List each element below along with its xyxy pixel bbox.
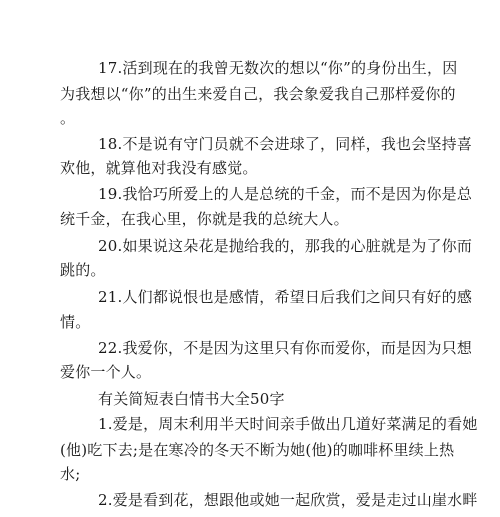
paragraph-22-line-1: 22.我爱你，不是因为这里只有你而爱你，而是因为只想 — [98, 339, 473, 357]
paragraph-21-line-2: 情。 — [60, 313, 91, 331]
paragraph-18-line-1: 18.不是说有守门员就不会进球了，同样，我也会坚持喜 — [98, 135, 473, 153]
paragraph-17-line-3: 。 — [60, 109, 76, 127]
paragraph-22-line-2: 爱你一个人。 — [60, 363, 152, 381]
section-heading: 有关简短表白情书大全50字 — [98, 390, 285, 408]
paragraph-18-line-2: 欢他，就算他对我没有感觉。 — [60, 159, 258, 177]
paragraph-21-line-1: 21.人们都说恨也是感情，希望日后我们之间只有好的感 — [98, 288, 473, 306]
paragraph-1-line-1: 1.爱是，周末利用半天时间亲手做出几道好菜满足的看她 — [98, 415, 478, 433]
paragraph-19-line-1: 19.我恰巧所爱上的人是总统的千金，而不是因为你是总 — [98, 185, 473, 203]
paragraph-1-line-3: 水; — [60, 465, 81, 483]
paragraph-20-line-1: 20.如果说这朵花是抛给我的，那我的心脏就是为了你而 — [98, 237, 473, 255]
paragraph-17-line-1: 17.活到现在的我曾无数次的想以“你”的身份出生，因 — [98, 59, 458, 77]
paragraph-2-line-1: 2.爱是看到花，想跟他或她一起欣赏，爱是走过山崖水畔 — [98, 491, 478, 509]
paragraph-20-line-2: 跳的。 — [60, 261, 106, 279]
paragraph-17-line-2: 为我想以“你”的出生来爱自己，我会象爱我自己那样爱你的 — [60, 85, 456, 103]
paragraph-1-line-2: (他)吃下去;是在寒冷的冬天不断为她(他)的咖啡杯里续上热 — [60, 441, 455, 459]
paragraph-19-line-2: 统千金，在我心里，你就是我的总统大人。 — [60, 210, 349, 228]
